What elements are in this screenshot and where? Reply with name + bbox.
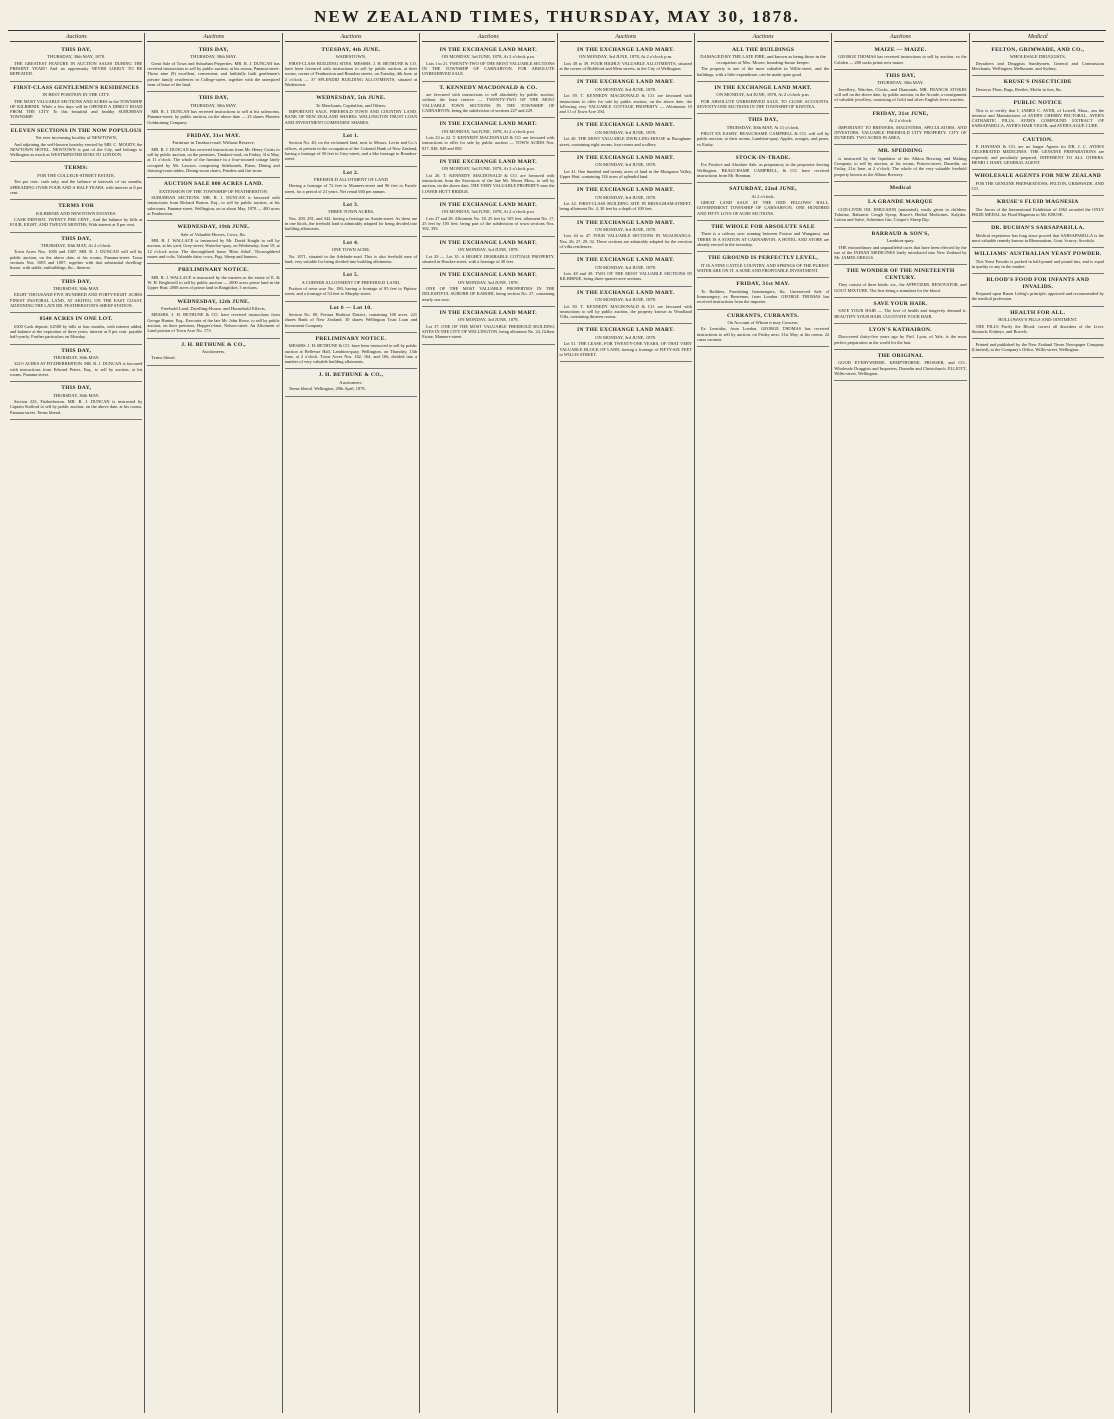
advertisement [834,228,966,266]
ad-subheading: ON MONDAY, 3rd JUNE, 1878, At 2 o'clock p.m. [579,54,673,60]
ad-heading: IN THE EXCHANGE LAND MART. [714,84,812,91]
ad-heading: IN THE EXCHANGE LAND MART. [577,79,675,86]
ad-heading: IN THE EXCHANGE LAND MART. [577,327,675,334]
ad-subheading: ON MONDAY, 3rd JUNE, 1878, At 2 o'clock p.m. [441,54,535,60]
ad-subheading: ON MONDAY, 3rd JUNE, 1878. [595,162,657,168]
ad-heading: THIS DAY, [61,385,92,392]
ad-subheading: ON MONDAY, 3rd JUNE, 1878. [457,279,519,285]
ad-heading: Lot 6 — Lot 10. [329,304,373,311]
ad-heading: WHOLESALE AGENTS FOR NEW ZEALAND [974,173,1102,180]
ad-heading: MR. SPEDDING [878,148,923,155]
advertisement [285,44,417,92]
advertisement [285,333,417,370]
advertisement [422,118,554,156]
ad-heading: IN THE EXCHANGE LAND MART. [439,121,537,128]
ad-subheading: Lambton-quay. [886,238,915,244]
advertisement [834,44,966,70]
advertisement [10,276,142,314]
advertisement [972,339,1104,358]
ad-body: Section No. 40, on the reclaimed land, next to Messrs. Levin and Co.'s offices, at present in the occupation of the Colonial Bank of New Zealand, having a frontage of 50 feet to Grey-street, and a like frontage to Brandon-street. [284,140,418,162]
advertisement [10,233,142,276]
ad-body: For Positive and Absolute Sale, as preparatory to the proprietor leaving Wellington. BEAUCHAMP, CAMPBELL, & CO. have received instructions from Mr. Brennan. [696,162,830,178]
ad-body: Town Acres Nos. 1005 and 1007. MR. R. J. DUNCAN will sell by public auction, on the above date, at his rooms, Panama-street. Town sections Nos. 1005 and 1007, together with that substantial dwelling-house, with stable, outbuildings, &c., thereon. [10,249,143,271]
advertisement [697,82,829,114]
ad-body: MR. R. J. DUNCAN has received instructions from Mr. Henry Curtis to sell by public auction, on the premises, Tinakori-road, on Friday, 31st May, at 11 o'clock. The whole of the furniture in a four-roomed cottage lately occupied by Mr. Lawson, comprising Sideboards, Piano, Dining and drawing-room tables, Dining-room chairs, Fenders and fire-irons. [147,146,280,173]
ad-heading: PRELIMINARY NOTICE. [315,335,387,342]
ad-subheading: THURSDAY, 30th MAY. [52,285,100,291]
ad-heading: IN THE EXCHANGE LAND MART. [439,309,537,316]
ad-subheading: THREE TOWN ACRES, [327,209,375,215]
ad-heading: WEDNESDAY, 12th JUNE. [177,298,250,305]
ad-body: FOR THE GENUINE PREPARATIONS, FELTON, GRIMWADE, AND CO. [971,180,1104,191]
ad-body: are favoured with instructions to sell absolutely by public auction, without the least reserve — TWENTY-TWO OF THE MOST VALUABLE TOWN SECTIONS IN THE TOWNSHIP OF CARNARVON, being the subdivision of sections 227 and 229. [422,92,555,113]
ad-body: SAVE YOUR HAIR — The love of health and longevity demand it. BEAUTIFY YOUR HAIR. CULTIVATE YOUR HAIR. [834,308,967,319]
ad-body: P. HAYMAN & CO. are no longer Agents for DR. J. C. AYER'S CELEBRATED MEDICINES. THE GENUINE PREPARATIONS are expressly and peculiarly prepared, DIFFERENT TO ALL OTHERS. HENRI J. HART, GENERAL AGENT. [971,144,1104,165]
ad-body: This Yeast Powder is packed in half-pound and pound tins, and is equal in quality to any in the market. [971,258,1104,269]
ad-heading: FRIDAY, 31st MAY. [186,133,241,139]
column-6 [695,33,832,1413]
column-header: Auctions [147,33,279,42]
advertisement [972,248,1104,274]
ad-subheading: Auctioneers. [201,349,226,354]
advertisement [422,307,554,345]
ad-body: THE extraordinary and unparalleled cures that have been effected by the use of the INDIAN MEDICINES lately introduced into New Zealand by Mr. JAMES GRIGGS. [834,244,967,261]
advertisement [972,196,1104,222]
advertisement [560,119,692,151]
ad-heading: WEDNESDAY, 5th JUNE. [316,95,386,102]
ad-heading: THIS DAY, [198,95,229,102]
advertisement [697,278,829,309]
advertisement [285,167,417,199]
column-3 [283,33,420,1413]
ad-body: Lot 40. THE MOST VALUABLE DWELLING-HOUSE in Brougham-street, containing eight rooms, four rooms and scullery. [559,136,692,147]
ad-subheading: ON MONDAY, 3rd JUNE, 1878, At 2 o'clock p.m. [716,92,810,98]
ad-heading: THE GROUND IS PERFECTLY LEVEL, [708,255,819,262]
ad-subheading: ON MONDAY, 3rd JUNE, 1878. [457,247,519,253]
ad-subheading: KILBIRNIE AND NEWTOWN ESTATES: [36,210,117,216]
ad-body: MESSRS. J. H. BETHUNE & CO. have received instructions from George Hunter, Esq., Executor of the late Mr. John Howe, to sell by public auction, on their premises, Hopper's-lane, Nelson-street. An Allotment of Land portion of Town Acre No. 173. [147,312,280,334]
advertisement [697,221,829,252]
advertisement [560,324,692,362]
advertisement [834,182,966,196]
advertisement [972,97,1104,134]
ad-subheading: DAMAGED BY THE LATE FIRE, and known as being those in the occupation of Mrs. Moore, boarding-house keeper. [700,54,826,65]
advertisement [697,44,829,82]
ad-subheading: A CORNER ALLOTMENT OF FREEHOLD LAND, [301,279,401,285]
advertisement [147,92,279,130]
ad-body: Having a frontage of 72 feet to Manners-street and 96 feet to Farish-street, for a period of 21 years. Net rental £60 per annum. [284,183,418,194]
ad-heading: SAVE YOUR HAIR. [873,300,928,307]
ad-body: Lots 1 to 21. TWENTY-TWO OF THE MOST VALUABLE SECTIONS IN THE TOWNSHIP OF CARNARVON. FOR ABSOLUTE UNRESERVED SALE. [422,60,555,77]
ad-heading: Lot 2. [343,169,359,176]
advertisement [697,183,829,221]
ad-body: IT IS A FINE CATTLE COUNTRY, AND SPRINGS OF THE PUREST WATER ARE ON IT. A SURE AND PROFITABLE INVESTMENT. [696,262,830,273]
ad-body: Lot 39. T. KENNEDY MACDONALD & CO. are favoured with instructions to offer for sale by public auction, on the above date, the following very VALUABLE COTTAGE PROPERTY — Allotments 10 and 11 of Town Acre 294. [559,93,692,115]
ad-subheading: On Account of Whom it may Concern. [727,319,799,325]
advertisement [147,264,279,295]
ad-heading: J. H. BETHUNE & CO., [318,372,384,379]
column-2 [145,33,282,1413]
advertisement [560,44,692,76]
advertisement [834,324,966,350]
ad-subheading: ON MONDAY, 3rd JUNE, 1878. [595,227,657,233]
ad-heading: PRELIMINARY NOTICE. [178,267,249,274]
ad-body: Prepared upon Baron Liebig's principle; approved and recommended by the medical profession. [971,291,1104,302]
advertisement [285,302,417,333]
ad-body: Nos. 290, 291, and 342, having a frontage on Austin-street. As these are in one block, the freehold land is admirably adapted for being divided into building allotments. [284,215,418,232]
ad-body: Jewellery, Watches, Clocks, and Diamonds. MR. FRANCIS STOKES will sell on the above date, by public auction, in the Arcade, a consignment of valuable jewellery, consisting of Gold and silver English lever watches. [834,86,967,103]
ad-heading: IN THE EXCHANGE LAND MART. [577,47,675,53]
ad-body: FRUIT EX EASBY. BEAUCHAMP, CAMPBELL & CO. will sell by public auction, at their rooms, Lambton-quay, Apples, oranges, and pears, ex Easby. [696,131,830,147]
ad-heading: THE ORIGINAL [877,352,924,359]
advertisement [972,44,1104,76]
ad-body: Ex Leonidas, from London. GEORGE THOMAS has received instructions to sell by auction, on Friday next, 31st May, at his rooms, 22 cases currants. [696,326,830,342]
advertisement [147,44,279,92]
column-header: Medical [972,33,1104,42]
advertisement [147,339,279,366]
ad-body: IMPORTANT TO BREWERS, MALTSTERS, SPECULATORS, AND INVESTORS. VALUABLE FREEHOLD CITY PROPERTY. CITY OF DUNEDIN. TWO ACRES IN AREA. [834,124,967,141]
ad-subheading: At 2 o'clock. [888,118,913,124]
ad-body: MR. R. J. DUNCAN has received instructions to sell at his salerooms, Panama-street, by public auction, on the above date — 23 shares Phoenix Goldmining Company. [147,109,280,125]
ad-heading: Medical [889,185,912,191]
advertisement [560,217,692,255]
ad-subheading: FOR THE COLLEGE-STREET ESTATE, [37,172,116,178]
advertisement [697,252,829,278]
ad-subheading: THURSDAY, 30th MAY. [190,54,237,60]
ad-heading: IN THE EXCHANGE LAND MART. [577,187,675,194]
ad-heading: IN THE EXCHANGE LAND MART. [439,239,537,246]
ad-body: THE MOST VALUABLE SECTIONS AND ACRES in the TOWNSHIP OF KILBIRNIE. While a few days will be OPENED A DIRECT ROAD FROM THE CITY To this beautiful and healthy SUBURBAN TOWNSHIP. [10,98,143,120]
ad-subheading: THURSDAY, 30th MAY. [52,354,100,360]
ad-subheading: THURSDAY, 30th MAY, 1878. [47,54,106,60]
ad-body: The Jurors of the International Exhibition of 1862 awarded the ONLY PRIZE MEDAL for Fluid Magnesia to Mr. KRUSE. [971,206,1104,217]
ad-body: Drysalters and Druggists Sundrymen, General and Commission Merchants, Wellington, Melbourne, and Sydney. [971,60,1104,72]
advertisement [422,199,554,237]
advertisement [10,313,142,344]
ad-heading: THIS DAY, [885,73,916,79]
advertisement [10,44,142,82]
ad-heading: Lot 1. [343,133,359,139]
ad-heading: IN THE EXCHANGE LAND MART. [577,122,675,129]
ad-subheading: Auctioneers. [339,379,363,385]
ad-body: ONE OF THE MOST VALUABLE PROPERTIES IN THE DELIGHTFUL SUBURB OF KAROBI, being section No. 27, containing nearly one acre. [422,285,555,302]
ad-subheading: ON MONDAY, 3rd JUNE, 1878, At 2 o'clock p.m. [441,209,535,215]
ad-heading: STOCK-IN-TRADE. [735,154,791,161]
advertisement [560,76,692,119]
ad-body: Great Sale of Town and Suburban Properties. MR. R. J. DUNCAN has received instructions to sell by public auction, at his rooms, Panama-street. Those nine (9) excellent, convenient, and faithfully built gentlemen's private family residences in College-street, together with the unexpired term of lease of the land. [147,60,280,87]
ad-body: Lots 23 to 22. T. KENNEDY MACDONALD & CO. are favoured with instructions to offer for sale by public auction — TOWN ACRES Nos. 817, 848, 849 and 850. [422,135,555,151]
ad-heading: THE WONDER OF THE NINETEENTH CENTURY. [846,268,955,281]
advertisement [972,274,1104,306]
ad-heading: PUBLIC NOTICE [1013,100,1063,107]
ad-heading: Lot 4. [343,239,359,246]
ad-heading: T. KENNEDY MACDONALD & CO. [439,84,538,91]
ad-body: FOR ABSOLUTE UNRESERVED SALE. TO CLOSE ACCOUNTS. SEVENTY-ONE SECTIONS IN THE TOWNSHIP OF KIWITEA. [696,98,830,109]
advertisement [834,298,966,324]
column-header: Auctions [560,33,692,42]
ad-body: Portion of town acre No. 180, having a frontage of 85 feet to Pipitea-street, and a frontage of 54 feet to Murphy-street. [284,285,418,297]
ad-heading: IN THE EXCHANGE LAND MART. [439,202,537,208]
ad-heading: Lot 5. [343,272,359,279]
ad-body: They consist of three kinds, viz., the APPETIZER, RENOVATOR, and GOUT MIXTURE. The first being a stimulant for the blood. [834,282,967,293]
ad-body: Lot 26. T. KENNEDY MACDONALD & CO. are favoured with instructions from the Executors of the late Mr. Moses Moss, to sell by auction, on the above date, THE VERY VALUABLE PROPERTY near the LOWER HUTT BRIDGE. [422,172,555,194]
ad-heading: AUCTION SALE 800 ACRES LAND. [163,181,264,188]
ad-heading: WEDNESDAY, 19th JUNE. [177,224,250,231]
ad-heading: FELTON, GRIMWADE, AND CO., [991,47,1085,53]
advertisement [422,237,554,269]
ad-body: Terms liberal. [151,355,176,361]
column-header: Auctions [285,33,417,42]
ad-body: FIRST-CLASS BUILDING SITES. MESSRS. J. H. BETHUNE & CO. have been favoured with instructions to sell by public auction, at their rooms, corner of Featherston and Brandon streets, on Tuesday, 4th June, at 2 o'clock — 37 SPLENDID BUILDING ALLOTMENTS, situated at Wadestown. [284,60,418,87]
ad-body: Lot 29 — Lot 35. A HIGHLY DESIRABLE COTTAGE PROPERTY, situated in Hawker-street, with a frontage of 40 feet. [422,253,555,264]
ad-body: Lot 50. T. KENNEDY MACDONALD & CO. are favoured with instructions to sell by public auction, the property known as Woodland Villa, containing thirteen rooms. [559,303,692,320]
ad-heading: THIS DAY, [198,47,229,53]
ad-subheading: IN BEST POSITION IN THE CITY. [42,92,110,98]
ad-heading: FRIDAY, 31st MAY. [736,281,790,288]
ad-body: THE GREATEST FEATURE IN AUCTION SALES DURING THE PRESENT YEAR!! And an opportunity NEVER LIKELY TO BE REPEATED. [10,60,143,77]
advertisement [560,254,692,286]
ad-body: Ten per cent. cash only, and the balance at intervals of six months, SPREADING OVER FOUR AND A HALF YEARS, with interest at 8 per cent. [10,179,143,195]
ad-subheading: ON MONDAY, 3rd JUNE, 1878. [595,264,657,270]
advertisement [285,369,417,396]
column-5 [558,33,695,1413]
advertisement [834,70,966,108]
ad-subheading: Furniture in Tinakori-road. Without Reserve. [172,140,255,146]
advertisement [147,296,279,339]
ad-subheading: Sale of Valuable Horses, Cows, &c. [180,231,247,237]
ad-heading: LYON'S KATHAIRON. [868,326,932,333]
ad-body: Lots 27 and 28. Allotment No. 18, 25 feet by 105 feet; allotment No. 17, 25 feet by 105 feet; being part of the subdivision of town sections Nos. 392, 393. [422,215,555,232]
ad-heading: BARRAUD & SON'S, [871,230,930,237]
ad-body: Lot 42. FIRST-CLASS BUILDING SITE IN BROUGHAM-STREET, being allotment No. 4, 30 feet by a depth of 100 feet. [559,201,692,212]
advertisement [834,350,966,381]
ad-body: MR. R. J. WALLACE is instructed by the trustees in the estate of E. & W. H. Brightwell to sell by public auction — 2000 acres prime land in the Upper Hutt; 2000 acres of prime land in Rangitikei; 3 sections. [147,274,280,291]
ad-heading: HEALTH FOR ALL. [1010,309,1066,316]
ad-body: is instructed by the liquidator of the Albion Brewing and Malting Company, to sell by auction, at his rooms, Princes-street, Dunedin, on Friday, 21st June, at 2 o'clock. The whole of the very valuable freehold property known as the Albion Brewery. [834,155,967,177]
ad-subheading: ONE TOWN ACRE, [331,247,371,253]
advertisement [10,382,142,420]
ad-body: GEORGE THOMAS has received instructions to sell by auction, ex the Cobden — 200 sacks prime new maize. [834,54,967,65]
ad-body: IMPORTANT SALE. FREEHOLD TOWN AND COUNTRY LAND. BANK OF NEW ZEALAND SHARES. WELLINGTON TRUST LOAN AND INVESTMENT COMPANIES' SHARES. [284,109,418,125]
advertisement [972,222,1104,248]
advertisement [147,221,279,264]
ad-body: COD-LIVER OIL EMULSION (untainted), easily given to children. Tolutine, Balsamic Cough Syrup, Bruce's Herbal Medicines, Kalydor, Lotion and Salve, Schiedam Gin, Cooper's Sheep Dip. [834,206,967,223]
ad-subheading: ON MONDAY, 3rd JUNE, 1878. [595,129,657,135]
advertisement [10,82,142,125]
column-4 [420,33,557,1413]
ad-heading: KRUSE'S INSECTICIDE [1003,79,1072,86]
ad-body: Lots 48 and 49. TWO OF THE MOST VALUABLE SECTIONS IN KILBIRNIE, being three-quarter-acre sections. [559,271,692,282]
column-7 [832,33,969,1413]
ad-heading: ALL THE BUILDINGS [731,47,795,53]
ad-body: To Builders, Furnishing Ironmongers, &c. Unreserved Sale of Ironmongery, ex Benvenue, from London. GEORGE THOMAS has received instructions from the importer. [696,288,830,305]
ad-subheading: WADESTOWN. [335,54,367,60]
ad-heading: FRIDAY, 31st JUNE, [872,110,929,117]
ad-heading: IN THE EXCHANGE LAND MART. [577,154,675,161]
ad-body: £500 Cash deposit; £2500 by bills at four months, with interest added, and balance at the expiration of three years; interest at 8 per cent. payable half-yearly. Further particulars on Monday. [10,323,143,340]
ad-heading: THE WHOLE FOR ABSOLUTE SALE [711,223,815,230]
ad-body: MR. R. J. WALLACE is instructed by Mr. David Knight to sell by auction, at his yard, Grey-street, Waterloo-quay, on Wednesday, June 19, at 12 o'clock noon. The thoroughbred horse 'Blair Athol', Thoroughbred mares and colts, Valuable dairy cows, Pigs, Sheep and harness. [147,238,280,259]
ad-heading: CURRANTS, CURRANTS. [727,312,800,319]
ad-heading: DR. BUCHAN'S SARSAPARILLA. [991,225,1085,232]
columns-container [8,33,1106,1413]
masthead: NEW ZEALAND TIMES, THURSDAY, MAY 30, 1878. [8,6,1106,31]
ad-heading: IN THE EXCHANGE LAND MART. [439,159,537,165]
ad-subheading: ON MONDAY, 3rd JUNE, 1878. [595,194,657,200]
ad-body: Lot 37. ONE OF THE MOST VALUABLE FREEHOLD BUILDING SITES IN THE CITY OF WELLINGTON, being allotment No. 24, Gilbert Estate, Manners-street. [422,323,555,340]
advertisement [972,170,1104,196]
advertisement [834,265,966,297]
ad-heading: CAUTION. [1022,136,1053,143]
advertisement [972,307,1104,339]
ad-body: Lots 38 to 39. FOUR HIGHLY VALUABLE ALLOTMENTS, situated at the corner of Riddiford and Mein streets, in the City of Wellington. [559,60,692,72]
ad-body: THE PILLS Purify the Blood, correct all disorders of the Liver, Stomach, Kidneys, and Bowels. [971,323,1104,334]
ad-body: Lots 44 to 47. FOUR VALUABLE SECTIONS IN NGAURANGA. Nos. 26, 27, 29, 32. These sections are admirably adapted for the erection of villa residences. [559,233,692,250]
ad-subheading: Yet ever increasing locality of NEWTOWN, [35,135,117,141]
ad-heading: WILLIAMS' AUSTRALIAN YEAST POWDER. [974,251,1102,258]
ad-body: CASH DEPOSIT, TWENTY PER CENT., And the balance by bills at FOUR, EIGHT, AND TWELVE MONTHS, With interest at 8 per cent. [10,216,143,228]
advertisement [972,134,1104,171]
ad-body: 322½ ACRES AT FITZHERBERTON. MR. R. J. DUNCAN is favoured with instructions from Edward Peters, Esq., to sell by auction, at his rooms, Panama-street. [10,361,143,377]
advertisement [422,82,554,119]
ad-heading: LA GRANDE MARQUE [868,199,933,206]
ad-heading: THIS DAY, [748,117,779,124]
ad-body: Section No. 80, Porirua Harbour District, containing 100 acres. 221 shares Bank of New Zealand. 30 shares Wellington Trust Loan and Investment Company. [284,311,418,328]
advertisement [285,237,417,269]
ad-body: No. 1071, situated in the Adelaide-road. This is also freehold ease of land, very suitable for being divided into building allotments. [284,253,418,264]
ad-body: The property is one of the most valuable in Willis-street, and the buildings, with a little expenditure, can be made quite good. [696,66,830,77]
ad-heading: MAIZE — MAIZE. [874,47,927,53]
ad-subheading: ON MONDAY, 3rd JUNE, 1878. [595,297,657,303]
ad-heading: FIRST-CLASS GENTLEMEN'S RESIDENCES [13,84,139,91]
advertisement [10,200,142,232]
ad-heading: TERMS FOR [58,203,95,210]
ad-subheading: THURSDAY, 30th MAY. [190,102,237,108]
ad-body: MESSRS. J. H. BETHUNE & CO. have been instructed to sell by public auction at Bellevue Hall, Lambton-quay, Wellington, on Thursday, 13th June, at 2 o'clock. Town Acres Nos. 162, 164, and 166, divided into a number of very valuable building allotments. [284,343,418,365]
column-header: Auctions [697,33,829,42]
advertisement [972,76,1104,97]
advertisement [422,269,554,307]
ad-heading: IN THE EXCHANGE LAND MART. [577,257,675,264]
advertisement [10,162,142,200]
ad-body: GOOD EVERYWHERE. KEMPTHORNE, PROSSER, and CO., Wholesale Druggists and Importers, Dunedin and Christchurch. ELLIOTT, Willis-street, Wellington. [834,360,967,376]
ad-subheading: THURSDAY, 30th MAY. [877,80,924,86]
ad-subheading: WHOLESALE DRUGGISTS, [1009,54,1066,60]
ad-subheading: EXTENSION OF THE TOWNSHIP OF FEATHERSTON. [159,188,268,194]
advertisement [10,345,142,383]
advertisement [285,130,417,167]
ad-body: EIGHT THOUSAND FIVE HUNDRED AND FORTY-EIGHT ACRES FINEST PASTORAL LAND, AT AKITEO, ON THE EAST COAST, ADJOINING THE LATE DR. FEATHERSTON'S SHEEP STATION. [10,292,143,308]
advertisement [285,269,417,301]
advertisement [697,152,829,183]
ad-body: There is a railway now running between Foxton and Wanganui, and THERE IS A STATION AT CARNARVON. A HOTEL AND STORE are already erected in the township. [696,231,830,247]
advertisement [560,287,692,325]
ad-heading: TERMS: [64,165,88,172]
ad-heading: Lot 3. [343,202,359,208]
ad-heading: IN THE EXCHANGE LAND MART. [577,289,675,296]
ad-heading: IN THE EXCHANGE LAND MART. [439,47,537,53]
ad-subheading: At 2 o'clock. [751,193,775,199]
advertisement [834,108,966,146]
ad-body: Discovered thirty-five years ago by Prof. Lyon, of Yale, is the most perfect preparation in the world for the hair. [834,334,967,345]
advertisement [834,145,966,182]
ad-body: This is to certify that I, JAMES C. AYER, of Lowell, Mass., am the inventor and Manufacturer of AYER'S CHERRY PECTORAL, AYER'S CATHARTIC PILLS, AYER'S COMPOUND EXTRACT OF SARSAPARILLA, AYER'S HAIR VIGOR, and AYER'S AGUE CURE. [971,107,1104,129]
ad-subheading: ON MONDAY, 3rd JUNE, 1878. [595,334,657,340]
ad-body: Medical experience has long since proved that SARSAPARILLA is the most valuable remedy known in Rheumatism, Gout, Scurvy, Scrofula. [971,232,1104,243]
advertisement [560,184,692,216]
ad-heading: KRUSE'S FLUID MAGNESIA [997,199,1079,206]
ad-heading: IN THE EXCHANGE LAND MART. [439,272,537,279]
ad-subheading: ON MONDAY, 3rd JUNE, 1878. [595,86,657,92]
column-header: Auctions [10,33,142,42]
ad-body: Printed and published by the New Zealand Times Newspaper Company (Limited), at the Company's Office, Willis-street, Wellington. [971,342,1104,353]
ad-body: Lot 51. THE LEASE, FOR TWENTY-ONE YEARS, OF THAT VERY VALUABLE BLOCK OF LAND, having a frontage of FIFTY-SIX FEET to WILLIS STREET. [559,341,692,357]
advertisement [147,178,279,221]
ad-body: Destroys Fleas, Bugs, Beetles, Moths in furs, &c. [975,86,1063,92]
ad-heading: IN THE EXCHANGE LAND MART. [577,219,675,226]
column-8 [970,33,1106,1413]
ad-subheading: FREEHOLD ALLOTMENT OF LAND [314,177,388,182]
column-header: Auctions [422,33,554,42]
ad-subheading: ON MONDAY, 3rd JUNE, 1878, At 2 o'clock p.m. [441,166,535,172]
advertisement [422,156,554,199]
advertisement [697,310,829,348]
ad-heading: ELEVEN SECTIONS IN THE NOW POPULOUS [10,127,142,134]
ad-heading: J. H. BETHUNE & CO., [181,341,246,348]
advertisement [285,199,417,237]
advertisement [147,130,279,178]
ad-heading: THIS DAY, [61,47,92,53]
ad-heading: THIS DAY, [61,347,92,354]
ad-subheading: THURSDAY, 30th MAY. [52,392,100,398]
advertisement [422,44,554,82]
ad-heading: TUESDAY, 4th JUNE. [321,47,381,53]
ad-body: GREAT LAND SALE AT THE ODD FELLOWS' HALL. GOVERNMENT TOWNSHIP OF CARNARVON. ONE HUNDRED AND FIFTY LOTS OF ACRE SECTIONS. [696,200,830,216]
ad-subheading: ON MONDAY, 3rd JUNE, 1878. [457,317,519,323]
ad-body: Terms liberal. Wellington, 29th April, 1878. [288,386,366,392]
ad-heading: BLOOD'S FOOD FOR INFANTS AND INVALIDS. [986,277,1090,290]
ad-body: And adjoining the well-known hostelry erected by MR. C. MOODY, the NEWTOWN HOTEL. NEWTOWN is part of the City, and belongs to Wellington as much as WESTMINSTER DOES TO LONDON. [10,141,143,158]
ad-subheading: THURSDAY, 30th MAY, At 2 o'clock. [40,242,112,248]
ad-heading: 8548 ACRES IN ONE LOT. [39,316,113,323]
ad-subheading: Freehold Land, Dwelling-House, and Household Effects. [161,306,266,311]
ad-body: Lot 41. One hundred and twenty acres of land in the Mungaroa Valley, Upper Hutt, containing 126 acres of splendid land. [559,168,692,179]
column-1 [8,33,145,1413]
ad-subheading: ON MONDAY, 3rd JUNE, 1878, At 2 o'clock p.m. [441,128,535,134]
advertisement [10,125,142,163]
advertisement [285,92,417,130]
ad-heading: THIS DAY, [61,235,92,242]
ad-heading: SATURDAY, 22nd JUNE, [729,186,797,193]
column-header: Auctions [834,33,966,42]
ad-subheading: To Merchants, Capitalists, and Others. [315,102,387,108]
ad-subheading: THURSDAY, 30th MAY, At 11 o'clock. [726,124,800,130]
ad-body: SUBURBAN SECTIONS. MR. R. J. DUNCAN is favoured with instructions from Richard Barton, Esq., to sell by public auction, at his salerooms, Panama-street, Wellington, on or about May, 1878 — 400 acres at Featherston. [147,195,280,216]
ad-body: Section 223, Fitzherberton. MR. R. J. DUNCAN is instructed by Captain Stafford to sell by public auction, on the above date, at his rooms, Panama-street. Terms liberal. [10,399,143,415]
advertisement [697,114,829,152]
ad-subheading: HOLLOWAY'S PILLS AND OINTMENT. [998,317,1078,323]
advertisement [834,196,966,227]
advertisement [560,152,692,184]
ad-heading: THIS DAY, [61,278,92,285]
